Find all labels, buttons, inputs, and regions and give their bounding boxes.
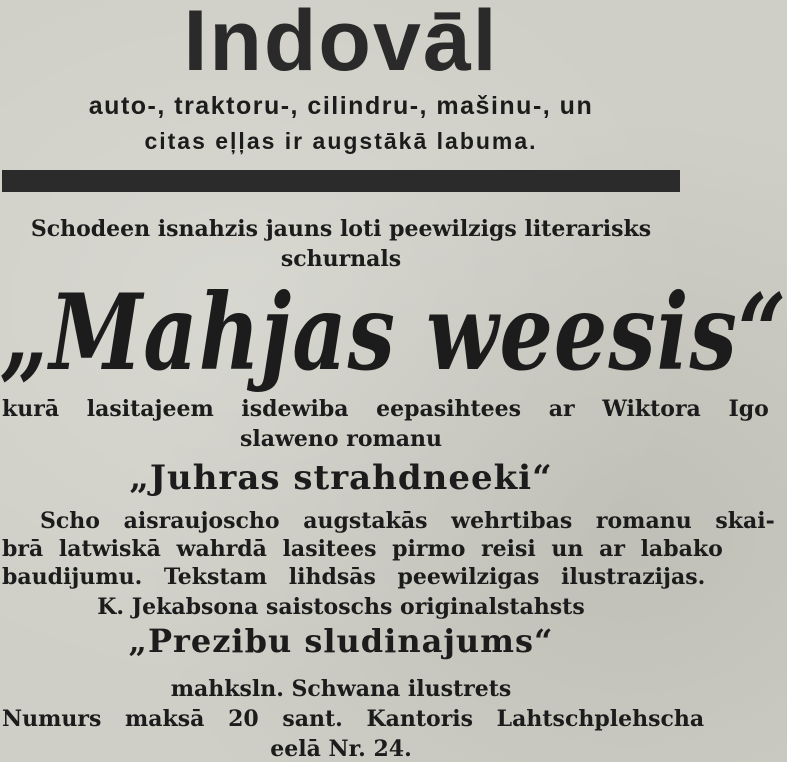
body-line-8: Numurs maksā 20 sant. Kantoris Lahtschplehscha — [2, 706, 705, 732]
magazine-title: „Mahjas weesis“ — [0, 270, 787, 394]
divider-rule — [2, 170, 680, 192]
announcement-line-2: schurnals — [280, 246, 402, 272]
products-line-2: citas eļļas ir augstākā labuma. — [144, 128, 538, 154]
body-line-7: mahksln. Schwana ilustrets — [170, 676, 512, 702]
brand-name: Indovāl — [183, 0, 499, 89]
body-line-5: baudijumu. Tekstam lihdsās peewilzigas ilustrazijas. — [2, 564, 706, 590]
body-line-3: Scho aisraujoscho augstakās wehrtibas romanu skai- — [40, 508, 775, 534]
body-line-4: brā latwiskā wahrdā lasitees pirmo reisi un ar labako — [2, 536, 723, 562]
body-line-6: K. Jekabsona saistoschs originalstahsts — [97, 594, 585, 620]
novel-title: „Juhras strahdneeki“ — [129, 458, 553, 498]
body-line-9: eelā Nr. 24. — [270, 736, 412, 762]
announcement-line-1: Schodeen isnahzis jauns loti peewilzigs literarisks — [30, 216, 652, 242]
products-line-1: auto-, traktoru-, cilindru-, mašinu-, un — [88, 92, 594, 120]
body-line-1: kurā lasitajeem isdewiba eepasihtees ar Wiktora Igo — [2, 396, 769, 422]
story-title: „Prezibu sludinajums“ — [128, 622, 554, 660]
body-line-2: slaweno romanu — [239, 426, 443, 452]
